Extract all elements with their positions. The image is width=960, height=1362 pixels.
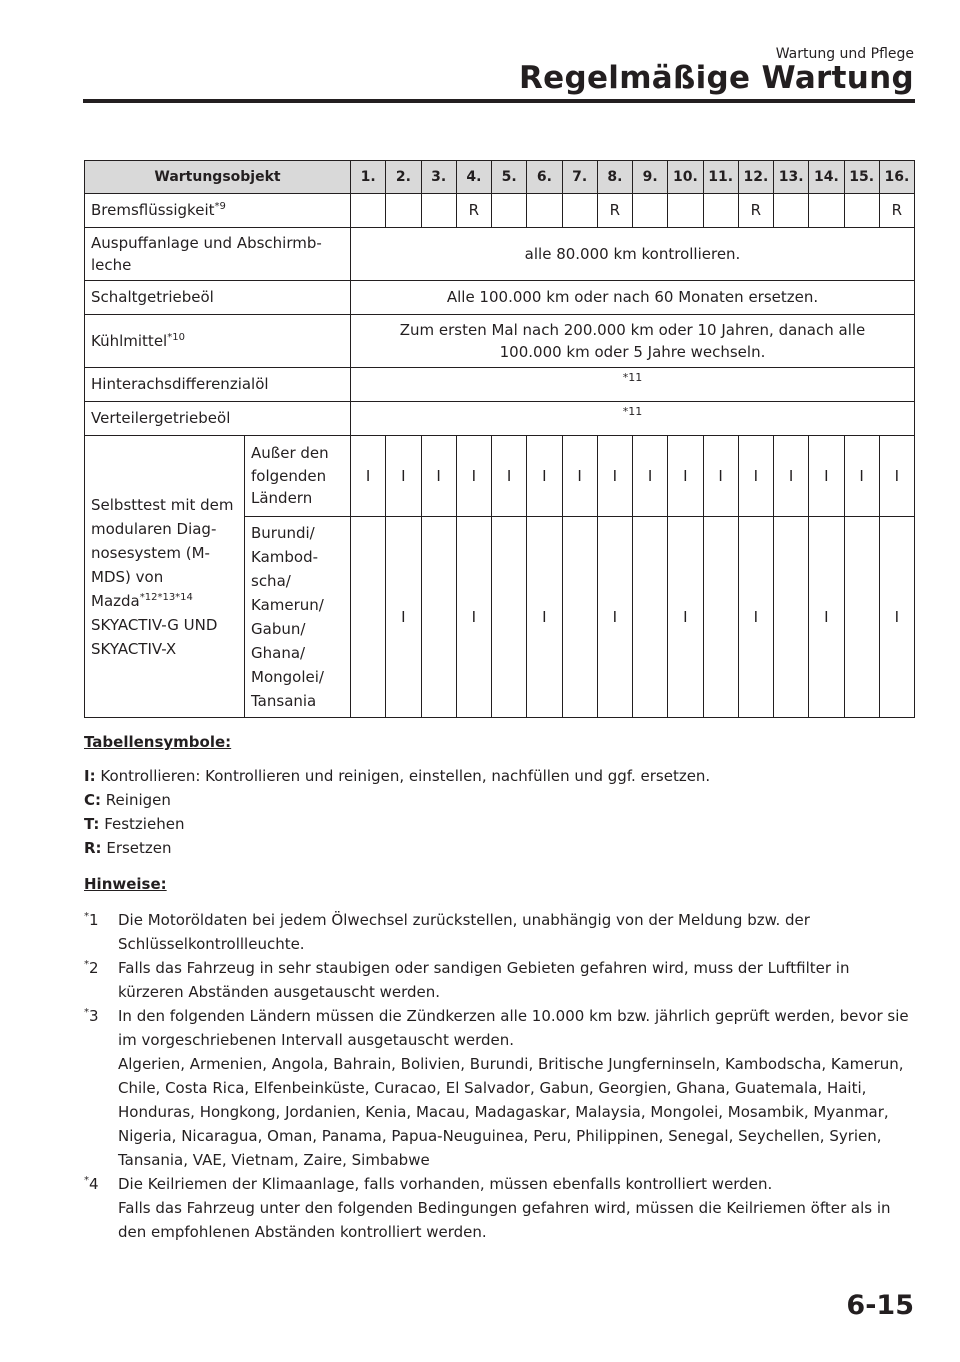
exhaust-interval: alle 80.000 km kontrollieren. <box>351 228 915 281</box>
table-header-cell: Wartungsobjekt <box>85 161 351 194</box>
table-cell: R <box>597 194 632 228</box>
table-cell: I <box>738 517 773 718</box>
table-cell <box>633 194 668 228</box>
note-number-text: 2 <box>89 959 99 977</box>
diff-oil-label: Hinterachsdifferenzialöl <box>85 368 351 402</box>
note-text: In den folgenden Ländern müssen die Zündkerzen alle 10.000 km bzw. jährlich geprüft werden, bevor sie im vorgeschriebenen Intervall ausgetauscht werden. <box>118 1007 909 1049</box>
table-row <box>85 194 915 228</box>
legend-key: C: <box>84 791 102 809</box>
note-number-text: 4 <box>89 1175 99 1193</box>
note-number-text: 1 <box>89 911 99 929</box>
mmds-label <box>85 436 245 718</box>
table-header-cell: 4. <box>456 161 491 194</box>
footnote-ref: *11 <box>622 405 643 418</box>
table-header-cell: 8. <box>597 161 632 194</box>
brake-fluid-label: Bremsflüssigkeit <box>91 201 215 220</box>
table-header-cell: 7. <box>562 161 597 194</box>
sub-label: Burundi/ Kambod-scha/ Kamerun/ Gabun/ Ghana/ Mongolei/ Tansania <box>245 517 351 718</box>
table-row <box>85 315 915 368</box>
table-cell <box>703 194 738 228</box>
table-cell <box>351 517 386 718</box>
table-cell <box>492 517 527 718</box>
mmds-label-text: Selbsttest mit dem modularen Diag-nosesystem (M-MDS) von Mazda <box>91 495 234 610</box>
table-cell: I <box>456 517 491 718</box>
notes <box>84 872 914 1244</box>
legend <box>84 730 914 860</box>
table-header-cell: 15. <box>844 161 879 194</box>
table-cell: I <box>597 517 632 718</box>
table-cell <box>421 194 456 228</box>
note-text: Die Motoröldaten bei jedem Ölwechsel zurückstellen, unabhängig von der Meldung bzw. der Schlüsselkontrollleuchte. <box>118 911 810 953</box>
note-number-text: 3 <box>89 1007 99 1025</box>
table-header-cell: 14. <box>809 161 844 194</box>
legend-text: Kontrollieren: Kontrollieren und reinigen, einstellen, nachfüllen und ggf. ersetzen. <box>100 767 711 785</box>
table-cell: R <box>456 194 491 228</box>
table-cell <box>774 194 809 228</box>
note-number: *4 <box>84 1175 99 1193</box>
legend-item <box>84 836 914 860</box>
table-cell <box>844 194 879 228</box>
note-item <box>84 1172 914 1244</box>
note-number: *2 <box>84 959 99 977</box>
table-header-row <box>85 161 915 194</box>
row-label <box>85 194 351 228</box>
table-cell: I <box>527 517 562 718</box>
table-cell: I <box>879 517 914 718</box>
footnote-ref: *9 <box>214 201 226 213</box>
table-cell: I <box>809 517 844 718</box>
gear-oil-label: Schaltgetriebeöl <box>85 281 351 315</box>
mmds-engine-label: SKYACTIV-G UND SKYACTIV-X <box>91 615 218 658</box>
legend-key: I: <box>84 767 96 785</box>
table-row <box>85 228 915 281</box>
table-header-cell: 13. <box>774 161 809 194</box>
table-cell: R <box>879 194 914 228</box>
table-cell: I <box>597 436 632 517</box>
table-cell: I <box>703 436 738 517</box>
table-cell <box>421 517 456 718</box>
table-row <box>85 281 915 315</box>
table-cell: I <box>774 436 809 517</box>
maintenance-table <box>84 160 915 718</box>
table-cell <box>633 517 668 718</box>
legend-heading: Tabellensymbole: <box>84 733 232 751</box>
note-item <box>84 1004 914 1172</box>
table-cell: I <box>879 436 914 517</box>
notes-heading: Hinweise: <box>84 875 167 893</box>
section-title: Wartung und Pflege <box>775 46 914 62</box>
legend-item <box>84 764 914 788</box>
transfer-oil-cell <box>351 402 915 436</box>
diff-oil-cell <box>351 368 915 402</box>
table-cell: I <box>456 436 491 517</box>
legend-key: R: <box>84 839 102 857</box>
table-row <box>85 402 915 436</box>
table-cell <box>844 517 879 718</box>
table-cell <box>562 194 597 228</box>
note-body <box>118 1172 914 1244</box>
table-header-cell: 11. <box>703 161 738 194</box>
note-text: Die Keilriemen der Klimaanlage, falls vorhanden, müssen ebenfalls kontrolliert werden. <box>118 1175 773 1193</box>
footnote-ref: *11 <box>622 371 643 384</box>
row-label <box>85 315 351 368</box>
note-item <box>84 908 914 956</box>
table-cell <box>703 517 738 718</box>
table-cell <box>351 194 386 228</box>
transfer-oil-label: Verteilergetriebeöl <box>85 402 351 436</box>
header-rule <box>83 99 915 103</box>
table-cell: I <box>492 436 527 517</box>
table-cell: I <box>527 436 562 517</box>
legend-item <box>84 788 914 812</box>
table-header-cell: 10. <box>668 161 703 194</box>
coolant-label: Kühlmittel <box>91 331 168 350</box>
table-cell <box>492 194 527 228</box>
table-cell: I <box>668 517 703 718</box>
table-cell: I <box>844 436 879 517</box>
table-cell <box>809 194 844 228</box>
note-body <box>118 1004 914 1172</box>
table-cell: I <box>738 436 773 517</box>
table-cell: I <box>386 517 421 718</box>
legend-text: Reinigen <box>105 791 171 809</box>
table-row <box>85 368 915 402</box>
table-header-cell: 12. <box>738 161 773 194</box>
table-cell: I <box>668 436 703 517</box>
note-number: *1 <box>84 911 99 929</box>
gear-oil-interval: Alle 100.000 km oder nach 60 Monaten ersetzen. <box>351 281 915 315</box>
legend-text: Festziehen <box>104 815 185 833</box>
table-cell: I <box>386 436 421 517</box>
footnote-ref: *10 <box>167 331 185 343</box>
coolant-interval: Zum ersten Mal nach 200.000 km oder 10 Jahren, danach alle 100.000 km oder 5 Jahre wechseln. <box>351 315 915 368</box>
footnote-ref: *12*13*14 <box>139 591 193 603</box>
table-cell <box>562 517 597 718</box>
table-cell <box>668 194 703 228</box>
table-cell: R <box>738 194 773 228</box>
table-cell: I <box>562 436 597 517</box>
sub-label: Außer den folgenden Ländern <box>245 436 351 517</box>
table-cell <box>386 194 421 228</box>
note-text: Falls das Fahrzeug unter den folgenden Bedingungen gefahren wird, müssen die Keilriemen öfter als in den empfohlenen Abständen kontrolliert werden. <box>118 1199 891 1241</box>
exhaust-label: Auspuffanlage und Abschirmb-leche <box>85 228 351 281</box>
table-header-cell: 2. <box>386 161 421 194</box>
table-cell: I <box>351 436 386 517</box>
table-row <box>85 436 915 517</box>
table-cell <box>774 517 809 718</box>
note-country-list: Algerien, Armenien, Angola, Bahrain, Bolivien, Burundi, Britische Jungferninseln, Kambodscha, Kamerun, Chile, Costa Rica, Elfenbeinküste, Curacao, El Salvador, Gabun, Georgien, Ghana, Guatemala, Haiti, Honduras, Hongkong, Jordanien, Kenia, Macau, Madagaskar, Malaysia, Mongolei, Mosambik, Myanmar, Nigeria, Nicaragua, Oman, Panama, Papua-Neuguinea, Peru, Philippinen, Senegal, Seychellen, Syrien, Tansania, VAE, Vietnam, Zaire, Simbabwe <box>118 1055 904 1169</box>
note-item <box>84 956 914 1004</box>
legend-item <box>84 812 914 836</box>
page-title: Regelmäßige Wartung <box>518 60 914 96</box>
page-number: 6-15 <box>846 1290 914 1321</box>
table-cell <box>527 194 562 228</box>
legend-key: T: <box>84 815 100 833</box>
table-header-cell: 16. <box>879 161 914 194</box>
note-text: Falls das Fahrzeug in sehr staubigen oder sandigen Gebieten gefahren wird, muss der Luftfilter in kürzeren Abständen ausgetauscht werden. <box>118 959 850 1001</box>
table-header-cell: 1. <box>351 161 386 194</box>
table-cell: I <box>633 436 668 517</box>
legend-text: Ersetzen <box>106 839 172 857</box>
note-number: *3 <box>84 1007 99 1025</box>
table-header-cell: 6. <box>527 161 562 194</box>
table-cell: I <box>809 436 844 517</box>
table-cell: I <box>421 436 456 517</box>
table-header-cell: 5. <box>492 161 527 194</box>
table-header-cell: 3. <box>421 161 456 194</box>
table-header-cell: 9. <box>633 161 668 194</box>
